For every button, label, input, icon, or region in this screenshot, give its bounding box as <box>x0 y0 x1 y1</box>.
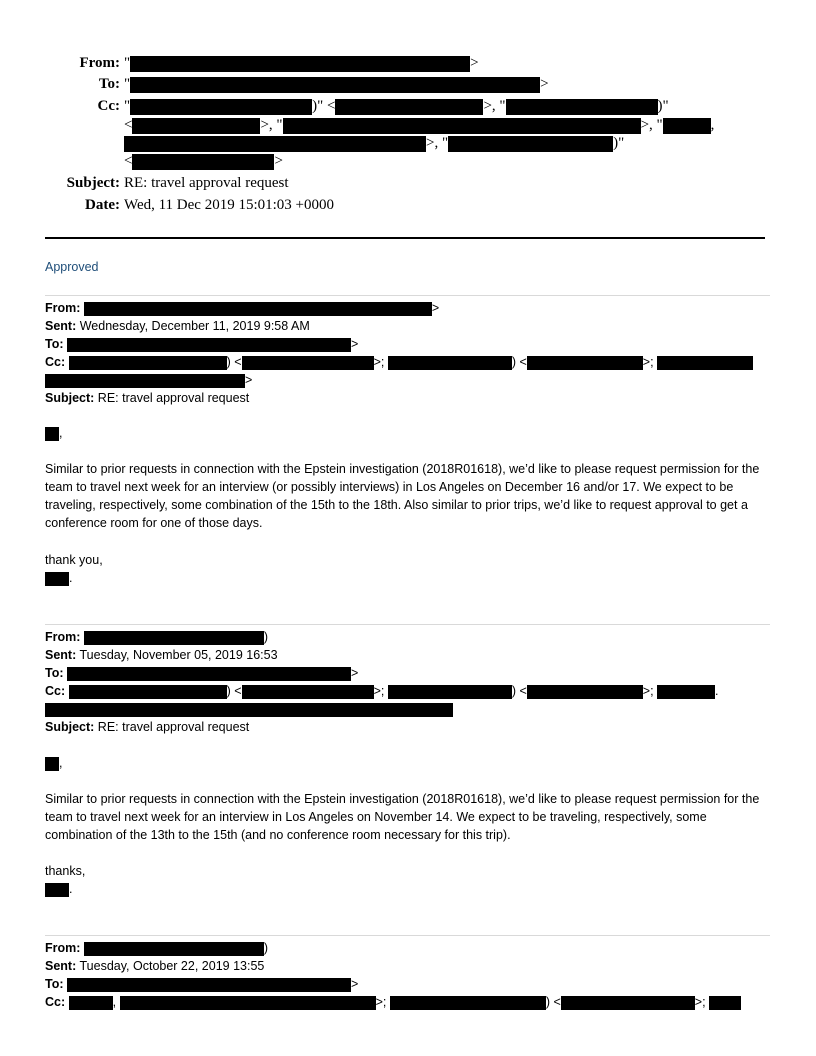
email3-cc: Cc: , >; ) < >; <box>45 993 741 1011</box>
reply-text: Approved <box>45 260 99 274</box>
to-label: To: <box>45 666 64 680</box>
email1-signoff: thank you, <box>45 553 103 567</box>
to-label: To: <box>45 337 64 351</box>
email2-to: To: > <box>45 666 359 680</box>
redaction <box>84 302 432 316</box>
redaction <box>390 996 546 1010</box>
header-date-label: Date: <box>85 197 120 213</box>
redaction <box>130 77 540 93</box>
header-date-value: Wed, 11 Dec 2019 15:01:03 +0000 <box>124 197 334 213</box>
redaction <box>506 99 658 115</box>
email1-subject-value: RE: travel approval request <box>97 391 250 405</box>
redaction <box>67 978 351 992</box>
redaction <box>45 572 69 586</box>
header-from-value: " > <box>124 55 479 71</box>
redaction <box>335 99 483 115</box>
redaction <box>84 942 264 956</box>
sent-label: Sent: <box>45 319 77 333</box>
email3-sent-value: Tuesday, October 22, 2019 13:55 <box>79 959 265 973</box>
email2-greeting: , <box>45 754 62 772</box>
email2-subject-value: RE: travel approval request <box>97 720 250 734</box>
sent-label: Sent: <box>45 648 77 662</box>
cc-label: Cc: <box>45 995 66 1009</box>
header-divider <box>45 237 765 239</box>
redaction <box>448 136 613 152</box>
email1-body: Similar to prior requests in connection with the Epstein investigation (2018R01618), we’d like to please request permission for the team to travel next week for an interview (or possibly interviews) in Los Angeles on December 16 and/or 17. We expect to be traveling, respectively, some combination of the 15th to the 18th. Also similar to prior trips, we’d like to request approval to get a conference room for one of those days. <box>45 462 760 530</box>
email1-sent <box>45 317 310 335</box>
email1-subject <box>45 389 249 407</box>
redaction <box>69 685 227 699</box>
redaction <box>120 996 376 1010</box>
redaction <box>67 667 351 681</box>
redaction <box>242 685 374 699</box>
email1-to: To: > <box>45 337 359 351</box>
header-from-label: From: <box>79 55 120 71</box>
redaction <box>84 631 264 645</box>
email1-cc: Cc: ) < >; ) < >; <box>45 353 753 371</box>
quoted-divider <box>45 624 770 625</box>
redaction <box>527 356 643 370</box>
email1-greeting: , <box>45 424 62 442</box>
header-cc-label: Cc: <box>97 98 120 114</box>
email2-subject <box>45 718 249 736</box>
redaction <box>657 685 715 699</box>
redaction <box>388 356 512 370</box>
redaction <box>709 996 741 1010</box>
redaction <box>124 136 426 152</box>
redaction <box>69 356 227 370</box>
subject-label: Subject: <box>45 391 95 405</box>
email2-sent <box>45 646 278 664</box>
email2-from: From: ) <box>45 630 269 644</box>
email2-signoff: thanks, <box>45 864 86 878</box>
email1-cc-line2: > <box>45 371 252 389</box>
quoted-divider <box>45 295 770 296</box>
redaction <box>130 56 470 72</box>
header-to-value: " > <box>124 76 549 92</box>
redaction <box>69 996 113 1010</box>
email3-to: To: > <box>45 977 359 991</box>
redaction <box>130 99 312 115</box>
header-cc-value-line4: < > <box>124 153 283 169</box>
header-to-label: To: <box>98 76 120 92</box>
redaction <box>45 757 59 771</box>
email2-sent-value: Tuesday, November 05, 2019 16:53 <box>79 648 278 662</box>
header-subject-label: Subject: <box>66 175 120 191</box>
email1-signature: . <box>45 569 72 587</box>
redaction <box>45 427 59 441</box>
email2-cc-line2 <box>45 700 453 718</box>
subject-label: Subject: <box>45 720 95 734</box>
header-cc-value-line3: >, " )" <box>124 134 624 153</box>
redaction <box>132 154 274 170</box>
header-cc-value: " )" < >, " )" <box>124 98 669 114</box>
from-label: From: <box>45 941 81 955</box>
to-label: To: <box>45 977 64 991</box>
redaction <box>132 118 260 134</box>
quoted-divider <box>45 935 770 936</box>
email3-from: From: ) <box>45 941 269 955</box>
header-cc-value-line2: < >, " >, " , <box>124 117 715 133</box>
redaction <box>45 374 245 388</box>
email1-from: From: > <box>45 301 440 315</box>
email2-cc: Cc: ) < >; ) < >; . <box>45 684 719 698</box>
cc-label: Cc: <box>45 355 66 369</box>
redaction <box>283 118 641 134</box>
redaction <box>242 356 374 370</box>
redaction <box>45 883 69 897</box>
redaction <box>67 338 351 352</box>
redaction <box>45 703 453 717</box>
email2-signature: . <box>45 880 72 898</box>
email3-sent <box>45 957 264 975</box>
from-label: From: <box>45 301 81 315</box>
redaction <box>388 685 512 699</box>
from-label: From: <box>45 630 81 644</box>
redaction <box>527 685 643 699</box>
redaction <box>561 996 695 1010</box>
header-subject-value: RE: travel approval request <box>124 175 289 191</box>
cc-label: Cc: <box>45 684 66 698</box>
email1-sent-value: Wednesday, December 11, 2019 9:58 AM <box>79 319 310 333</box>
email2-body: Similar to prior requests in connection with the Epstein investigation (2018R01618), we’d like to please request permission for the team to travel next week for an interview in Los Angeles on November 14. We expect to be traveling, respectively, some combination of the 13th to the 15th (and no conference room necessary for this trip). <box>45 792 760 842</box>
redaction <box>663 118 711 134</box>
redaction <box>657 356 753 370</box>
sent-label: Sent: <box>45 959 77 973</box>
